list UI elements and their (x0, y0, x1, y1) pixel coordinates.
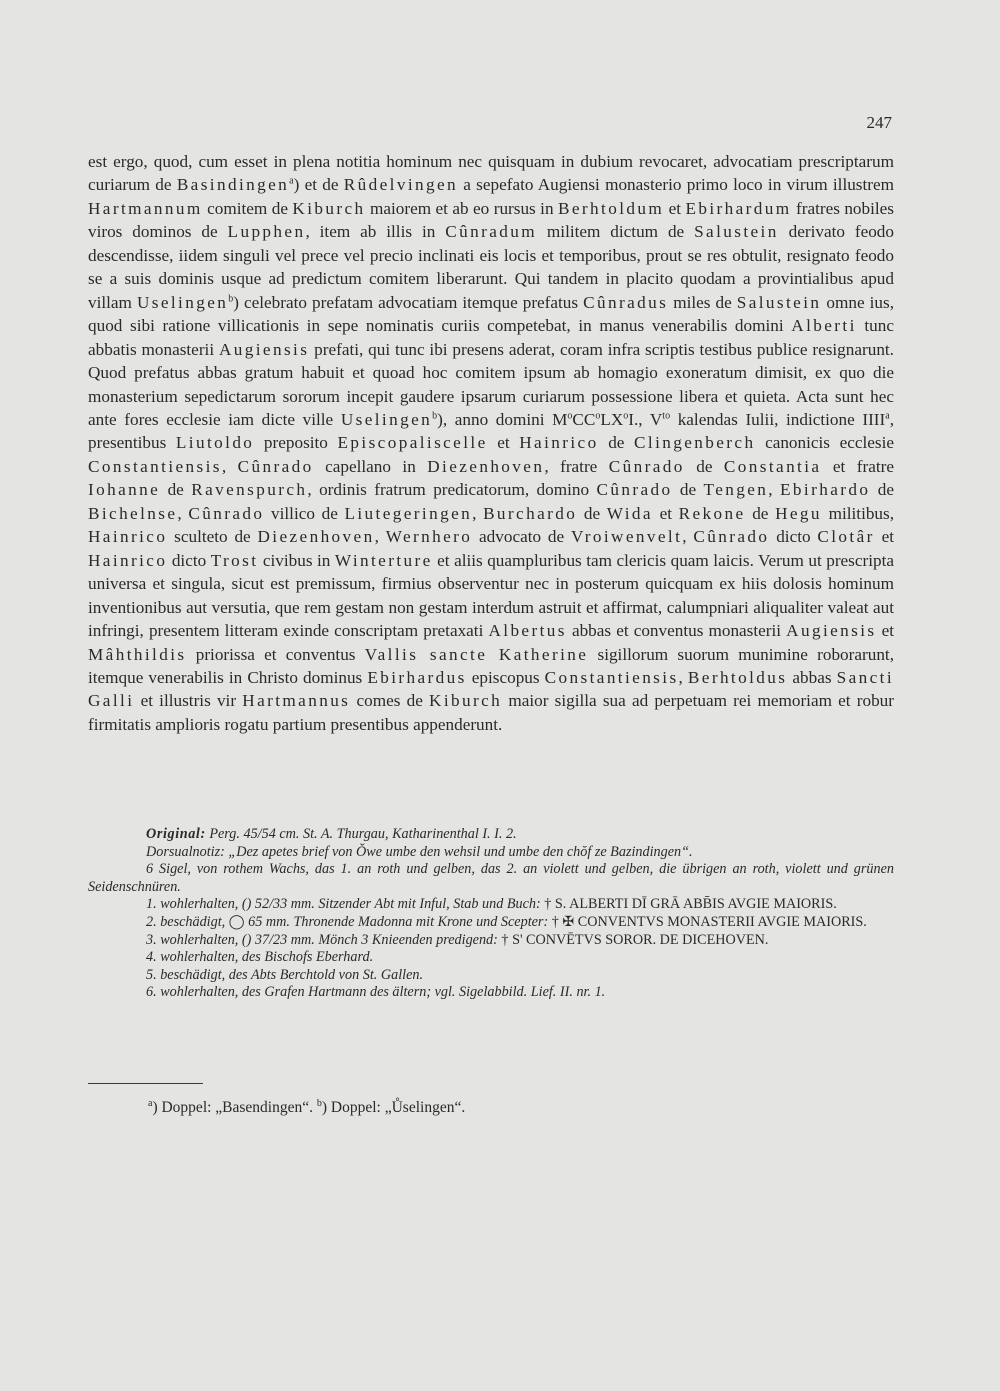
charter-text-run: Berhtoldum (558, 198, 665, 218)
charter-text-run: civibus in (258, 550, 335, 570)
charter-text-run: Clingenberch (634, 433, 756, 453)
note-line (88, 984, 894, 1002)
charter-text-run: Ebirhardo (780, 480, 871, 500)
note-line (88, 844, 894, 862)
charter-text-run: Ravenspurch (191, 480, 308, 500)
note-line (88, 949, 894, 967)
charter-text-run: Tengen (703, 480, 769, 500)
charter-text-run: Ebirhardus (367, 667, 467, 687)
note-text: 5. beschädigt, des Abts Berchtold von St. Gallen. (146, 966, 424, 983)
charter-text-run: Kiburch (429, 691, 503, 711)
charter-text-run: canonicis ecclesie (755, 433, 894, 453)
charter-text-run: Episcopaliscelle (337, 433, 488, 453)
charter-text-run: et (652, 503, 679, 523)
charter-text-run: Hainrico (88, 527, 168, 547)
charter-text-run: Winterture (334, 550, 433, 570)
footnotes (148, 1098, 848, 1118)
charter-text-run: Sancti Galli (88, 667, 895, 711)
charter-text-run: dicto (769, 527, 818, 547)
charter-text-run: a (289, 175, 294, 187)
charter-text-run: , fratre (544, 456, 609, 476)
charter-text-run: Constantiensis (88, 456, 222, 476)
charter-text-run: Albertus (488, 621, 567, 641)
charter-text-run: abbas (787, 667, 837, 687)
charter-text-run: to (662, 410, 671, 422)
charter-text-run: sigillorum suorum munimine roborarunt, itemque venerabilis in Christo dominus (88, 644, 894, 687)
note-text: 2. beschädigt, ◯ 65 mm. Thronende Madonna mit Krone und Scepter: (146, 913, 549, 930)
charter-text-run: est ergo, quod, cum esset in plena notitia hominum nec quisquam in dubium revocaret, advocatiam prescriptarum curiarum de (88, 152, 894, 195)
charter-text-run: Cûnrado (188, 503, 265, 523)
charter-text-run: Hainrico (519, 433, 599, 453)
charter-text-run: Kiburch (292, 198, 366, 218)
note-text: 6. wohlerhalten, des Grafen Hartmann des ältern; vgl. Sigelabbild. Lief. II. nr. 1. (146, 984, 606, 1001)
charter-text-run: Cûnrado (237, 456, 314, 476)
note-text: 6 Sigel, von rothem Wachs, das 1. an roth und gelben, das 2. an violett und gelben, die übrigen an roth, violett und grünen Seidenschnüren. (88, 861, 894, 895)
charter-text-run: a (885, 410, 890, 422)
footnote-text: b (316, 1097, 322, 1109)
note-line (88, 932, 894, 950)
charter-text-run: de (598, 433, 635, 453)
charter-text-run: Cûnrado (693, 527, 770, 547)
charter-text-run: et (876, 621, 895, 641)
footnote-text: ) Doppel: „Ůselingen“. (321, 1099, 466, 1116)
charter-text-run: de (577, 503, 607, 523)
charter-text-run: Hartmannum (88, 198, 203, 218)
charter-text-run: b (432, 410, 438, 422)
charter-text-run: CC (572, 409, 596, 429)
charter-text-run: maiorem et ab eo rursus in (365, 198, 559, 218)
note-text: 3. wohlerhalten, () 37/23 mm. Mönch 3 Knieenden predigend: (146, 931, 498, 948)
charter-text-run: Iohanne (88, 480, 161, 500)
note-text: 4. wohlerhalten, des Bischofs Eberhard. (146, 949, 374, 966)
charter-text-run: militibus, (821, 503, 895, 523)
charter-text-run: , ordinis fratrum predicatorum, domino (307, 480, 597, 500)
charter-text-run: Constantiensis (544, 667, 679, 687)
note-text: † ✠ CONVENTVS MONASTERII AVGIE MAIORIS. (548, 913, 867, 930)
charter-text-run: miles de (668, 292, 737, 312)
note-text: 1. wohlerhalten, () 52/33 mm. Sitzender Abt mit Inful, Stab und Buch: (146, 896, 541, 913)
editorial-notes (88, 826, 894, 1002)
note-text: Perg. 45/54 cm. St. A. Thurgau, Katharinenthal I. I. 2. (205, 826, 517, 842)
charter-text-run: prefati, qui tunc ibi presens aderat, coram infra scriptis testibus publice resignarunt. Quod prefatus abbas gratum habuit et quoad hoc comitem ipsum ab homagio exoneratum dimisit, ex quo die monasterium sepedictarum sororum incepit gaudere ipsarum curiarum possessione libera et quieta. Acta sunt hec ante fores ecclesie iam dicte ville (88, 339, 894, 429)
charter-text-run: fratres nobiles viros dominos de (88, 198, 894, 242)
charter-text-run: a sepefato Augiensi monasterio primo loco in virum illustrem (458, 175, 894, 195)
charter-text-run: tunc abbatis monasterii (88, 316, 894, 359)
charter-text-run: Trost (210, 550, 259, 570)
charter-text-run: sculteto de (167, 527, 258, 547)
charter-text-run: Clotâr (817, 527, 875, 547)
charter-text-run: Uselingen (136, 292, 229, 312)
charter-text-run: , (221, 456, 238, 476)
charter-text-run: et (874, 527, 894, 547)
footnote-text: ) Doppel: „Basendingen“. (152, 1099, 317, 1116)
charter-text-run: de (684, 456, 724, 476)
charter-text-run: Constantia (723, 456, 822, 476)
charter-text-run: , (678, 667, 688, 687)
charter-text-run: , (682, 527, 694, 547)
charter-text-run: Augiensis (218, 339, 310, 359)
charter-text-run: Cûnradum (445, 222, 538, 242)
charter-text-run: kalendas Iulii, indictione IIII (670, 409, 886, 429)
charter-text-run: capellano in (313, 456, 428, 476)
footnote-rule (88, 1083, 203, 1084)
note-text: † S. ALBERTI DĪ GRĀ ABB̄IS AVGIE MAIORIS. (540, 896, 837, 913)
charter-text-run: ) celebrato prefatam advocatiam itemque prefatus (233, 292, 584, 312)
charter-text-run: LX (600, 409, 624, 429)
charter-text (88, 150, 894, 736)
charter-text-run: maior sigilla sua ad perpetuam rei memoriam et robur firmitatis amplioris rogatu partium presentibus appenderunt. (88, 691, 894, 734)
charter-text-run: comitem de (202, 198, 293, 218)
charter-text-run: advocato de (472, 527, 571, 547)
charter-text-run: villico de (264, 503, 345, 523)
charter-text-run: comes de (350, 691, 430, 711)
charter-text-run: Rekone (678, 503, 746, 523)
charter-text-run: Salustein (736, 292, 822, 312)
charter-text-run: Mâhthildis (88, 644, 187, 664)
charter-text-run: derivato feodo descendisse, iidem singuli vel prece vel precio inclinati eis locis et temporibus, prout se res obtulit, resignato feodo se a suis dominis usque ad predictum comitem liberarunt. Qui tandem in placito quodam a provintialibus apud villam (88, 222, 894, 312)
charter-text-run: , (472, 503, 484, 523)
charter-text-run: Hegu (775, 503, 822, 523)
charter-text-run: Vroiwenvelt (570, 527, 683, 547)
charter-text-run: et illustris vir (134, 691, 243, 711)
charter-text-run: de (672, 480, 704, 500)
charter-text-run: Liutoldo (175, 433, 255, 453)
note-line (88, 967, 894, 985)
note-line (88, 826, 894, 844)
charter-text-run: b (228, 292, 234, 304)
charter-text-run: Basindingen (176, 175, 290, 195)
charter-text-run: Cûnradus (583, 292, 669, 312)
charter-text-run: Liutegeringen (344, 503, 473, 523)
charter-text-run: Cûnrado (596, 480, 673, 500)
charter-text-run: et (664, 198, 686, 218)
charter-text-run: Alberti (791, 316, 857, 336)
charter-text-run: Salustein (694, 222, 779, 242)
charter-text-run: Uselingen (340, 409, 433, 429)
charter-text-run: Bichelnse (88, 503, 178, 523)
charter-text-run: de (745, 503, 776, 523)
charter-text-run: preposito (254, 433, 338, 453)
charter-text-run: et fratre (821, 456, 894, 476)
note-text: † S' CONVĒTVS SOROR. DE DICEHOVEN. (497, 931, 769, 948)
charter-text-run: et aliis quampluribus tam clericis quam laicis. Verum ut prescripta universa et singula, sicut est premissum, firmius observentur nec in posterum quicquam ex hiis dolosis hominum inventionibus aut versutia, que rem gestam non gestam interdum astruit et affirmat, calumpniari aliqualiter valeat aut infringi, presentem litteram exinde conscriptam pretaxati (88, 550, 894, 641)
charter-text-run: Vallis sancte Katherine (364, 644, 589, 664)
charter-text-run: ), anno domini M (437, 409, 568, 429)
charter-text-run: Berhtoldus (687, 667, 788, 687)
charter-text-run: Burchardo (483, 503, 578, 523)
charter-text-run: Diezenhoven (427, 456, 545, 476)
charter-text-run: Cûnrado (608, 456, 685, 476)
note-line (88, 914, 894, 932)
charter-text-run: dicto (167, 550, 211, 570)
charter-text-run: Hartmannus (242, 691, 351, 711)
charter-text-run: , presentibus (88, 409, 895, 453)
charter-text-run: militem dictum de (537, 222, 695, 242)
charter-text-run: ) et de (293, 175, 344, 195)
note-text: Dorsualnotiz: „Dez apetes brief von Ŏwe umbe den wehsil und umbe den chŏf ze Bazindingen“. (146, 843, 693, 860)
footnote-text: a (148, 1097, 153, 1109)
charter-text-run: priorissa et conventus (186, 644, 365, 664)
charter-text-run: Ebirhardum (685, 198, 792, 218)
charter-text-run: Diezenhoven (257, 527, 375, 547)
charter-text-run: Wernhero (385, 527, 473, 547)
charter-text-run: , (768, 480, 781, 500)
note-line (88, 861, 894, 896)
charter-text-run: Rûdelvingen (343, 175, 459, 195)
charter-text-run: abbas et conventus monasterii (566, 621, 787, 641)
charter-text-run: de (160, 480, 192, 500)
charter-text-run: omne ius, quod sibi ratione villicationis in sepe nominatis curiis competebat, in manus venerabilis domini (88, 292, 894, 336)
charter-text-run: Wida (606, 503, 653, 523)
charter-text-run: o (567, 410, 573, 422)
charter-text-run: , (177, 503, 189, 523)
charter-text-run: Hainrico (88, 550, 168, 570)
charter-text-run: Lupphen (227, 222, 306, 242)
charter-text-run: de (870, 480, 894, 500)
charter-text-run: o (623, 410, 629, 422)
charter-text-run: , (374, 527, 386, 547)
page-number: 247 (866, 113, 892, 132)
charter-text-run: o (595, 410, 601, 422)
charter-paragraph (88, 150, 894, 736)
charter-text-run: , item ab illis in (305, 222, 446, 242)
charter-text-run: et (487, 433, 520, 453)
charter-text-run: episcopus (466, 667, 545, 687)
charter-text-run: I., V (628, 409, 663, 429)
note-line (88, 896, 894, 914)
charter-text-run: Augiensis (786, 621, 877, 641)
note-text: Original: (146, 826, 206, 842)
